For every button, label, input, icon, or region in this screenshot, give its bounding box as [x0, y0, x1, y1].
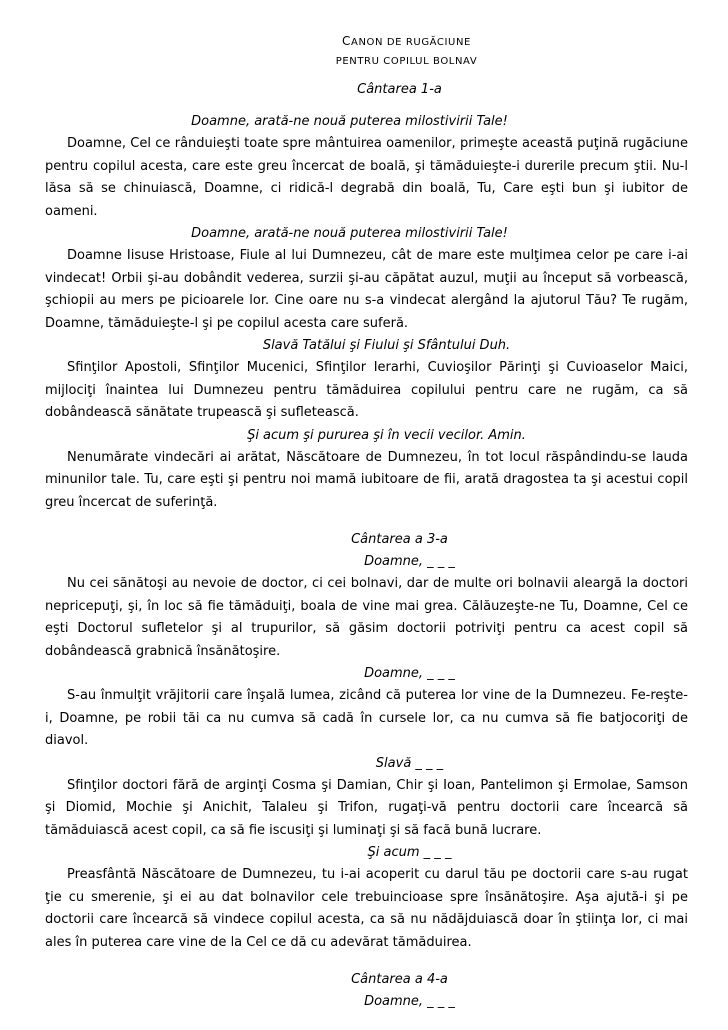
document-page [45, 30, 688, 1013]
prayer-paragraph: Sfinţilor doctori fără de arginţi Cosma şi Damian, Chir şi Ioan, Pantelimon şi Ermolae, Samson şi Diomid, Mochie şi Anichit, Talaleu şi Trifon, rugaţi-vă pentru doctorii care încearcă să tămăduiască acest copil, ca să fie iscusiţi şi luminaţi şi să facă bună lucrare. [45, 777, 688, 838]
section-heading: Cântarea a 4-a [351, 972, 448, 987]
title-rest: ANON DE RUGĂCIUNE [351, 37, 471, 48]
refrain-line: Şi acum _ _ _ [367, 845, 452, 860]
section-heading: Cântarea 1-a [357, 82, 442, 97]
prayer-paragraph: Sfinţilor Apostoli, Sfinţilor Mucenici, Sfinţilor Ierarhi, Cuvioşilor Părinţi şi Cuvioaselor Maici, mijlociţi înaintea lui Dumnezeu pentru tămăduirea copilului pentru care ne rugăm, ca să dobândească sănătate trupească şi sufletească. [45, 360, 688, 420]
prayer-paragraph: Nenumărate vindecări ai arătat, Născătoare de Dumnezeu, în tot locul răspândindu-se lauda minunilor tale. Tu, care eşti şi pentru noi mamă iubitoare de fii, arată dragostea ta şi acestui copil greu încercat de suferinţă. [45, 449, 688, 510]
section-gap [45, 514, 688, 528]
title-initial: C [342, 34, 351, 48]
document-subtitle: PENTRU COPILUL BOLNAV [335, 56, 478, 67]
prayer-paragraph: Nu cei sănătoşi au nevoie de doctor, ci cei bolnavi, dar de multe ori bolnavii aleargă la doctori nepricepuţi, şi, în loc să fie tămăduiţi, boala de vine mai grea. Călăuzeşte-ne Tu, Doamne, Cel ce eşti Doctorul sufletelor şi al trupurilor, să găsim doctorii potriviţi pentru ca acest copil să dobândească grabnică însănătoşire. [45, 576, 688, 659]
section-heading: Cântarea a 3-a [351, 532, 448, 547]
refrain-line: Doamne, arată-ne nouă puterea milostivirii Tale! [191, 226, 508, 241]
section-gap [45, 954, 688, 968]
refrain-line: Doamne, arată-ne nouă puterea milostivirii Tale! [191, 114, 508, 129]
document-body [45, 78, 688, 1013]
refrain-line: Doamne, _ _ _ [364, 666, 455, 681]
document-title [45, 30, 688, 54]
refrain-line: Slavă _ _ _ [375, 755, 444, 771]
refrain-line: Şi acum şi pururea şi în vecii vecilor. Amin. [247, 427, 526, 443]
refrain-line: Slavă Tatălui şi Fiului şi Sfântului Duh. [262, 338, 511, 353]
prayer-paragraph: S-au înmulţit vrăjitorii care înşală lumea, zicând că puterea lor vine de la Dumnezeu. Fe-reşte-i, Doamne, pe robii tăi ca nu cumva să cadă în cursele lor, ca nu cumva să fie batjocoriţi de diavol. [45, 688, 688, 748]
prayer-paragraph: Doamne Iisuse Hristoase, Fiule al lui Dumnezeu, cât de mare este mulţimea celor pe care i-ai vindecat! Orbii şi-au dobândit vederea, surzii şi-au căpătat auzul, muţii au început să vorbească, şchiopii au mers pe picioarele lor. Cine oare nu s-a vindecat alergând la ajutorul Tău? Te rugăm, Doamne, tămăduieşte-l şi pe copilul acesta care suferă. [45, 248, 688, 331]
refrain-line: Doamne, _ _ _ [364, 994, 455, 1009]
prayer-paragraph: Doamne, Cel ce rânduieşti toate spre mântuirea oamenilor, primeşte această puţină rugăciune pentru copilul acesta, care este greu încercat de boală, şi tămăduieşte-i durerile precum ştii. Nu-l lăsa să se chinuiască, Doamne, ci ridică-l degrabă din boală, Tu, Care eşti bun şi iubitor de oameni. [45, 136, 688, 219]
refrain-line: Doamne, _ _ _ [364, 554, 455, 569]
prayer-paragraph: Preasfântă Născătoare de Dumnezeu, tu i-ai acoperit cu darul tău pe doctorii care s-au rugat ţie cu smerenie, şi ei au dat bolnavilor cele trebuincioase spre însănătoşire. Aşa ajută-i şi pe doctorii care încearcă să vindece copilul acesta, ca să nu nădăjduiască doar în ştiinţa lor, ci mai ales în puterea care vine de la Cel ce dă cu adevărat tămăduirea. [45, 867, 688, 950]
